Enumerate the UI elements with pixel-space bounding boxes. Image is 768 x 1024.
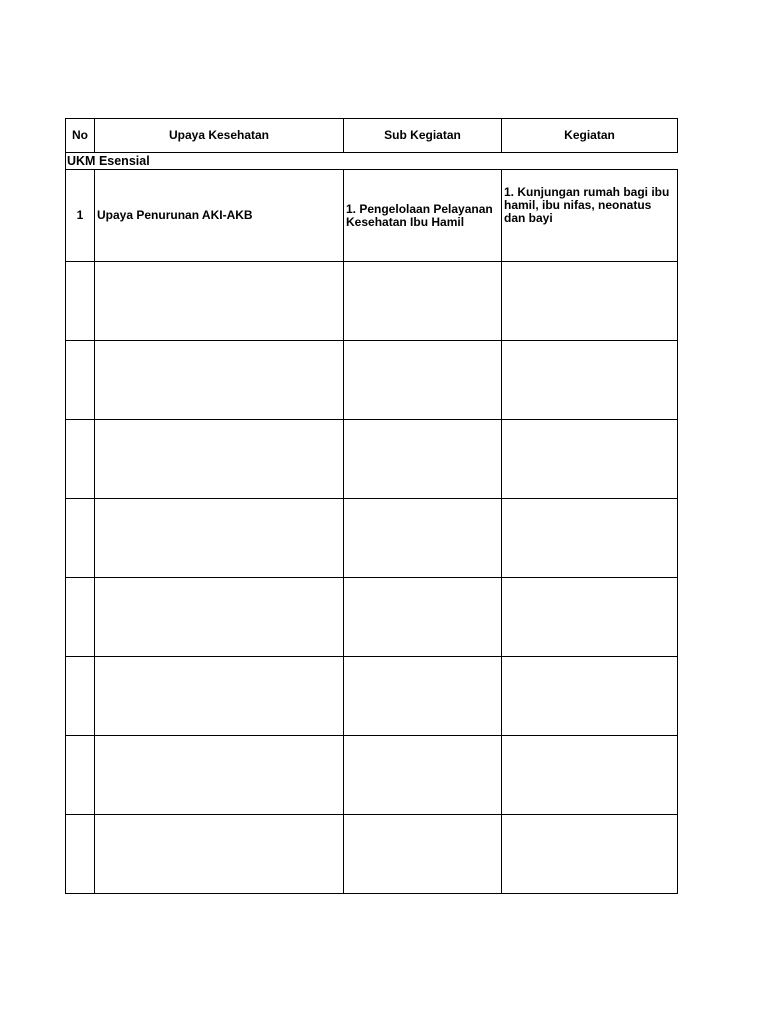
cell-kegiatan[interactable]: 1. Kunjungan rumah bagi ibu hamil, ibu nifas, neonatus dan bayi: [502, 170, 678, 262]
cell-kegiatan[interactable]: [502, 341, 678, 420]
cell-no[interactable]: [66, 420, 95, 499]
cell-upaya-kesehatan[interactable]: [95, 578, 344, 657]
header-upaya-kesehatan[interactable]: Upaya Kesehatan: [95, 119, 344, 153]
cell-upaya-kesehatan[interactable]: [95, 262, 344, 341]
cell-kegiatan[interactable]: [502, 657, 678, 736]
cell-sub-kegiatan[interactable]: [344, 657, 502, 736]
cell-no[interactable]: [66, 657, 95, 736]
table-row: [66, 420, 678, 499]
cell-sub-kegiatan[interactable]: [344, 262, 502, 341]
table-row: [66, 499, 678, 578]
cell-sub-kegiatan[interactable]: [344, 420, 502, 499]
cell-upaya-kesehatan[interactable]: [95, 736, 344, 815]
spreadsheet-sheet: [65, 118, 677, 894]
cell-no[interactable]: [66, 262, 95, 341]
cell-sub-kegiatan[interactable]: [344, 578, 502, 657]
cell-upaya-kesehatan[interactable]: [95, 815, 344, 894]
header-sub-kegiatan[interactable]: Sub Kegiatan: [344, 119, 502, 153]
cell-upaya-kesehatan[interactable]: [95, 341, 344, 420]
table-row: [66, 815, 678, 894]
table-row: [66, 262, 678, 341]
cell-no[interactable]: [66, 736, 95, 815]
cell-no[interactable]: [66, 341, 95, 420]
cell-kegiatan[interactable]: [502, 736, 678, 815]
cell-sub-kegiatan[interactable]: 1. Pengelolaan Pelayanan Kesehatan Ibu Hamil: [344, 170, 502, 262]
cell-no[interactable]: [66, 499, 95, 578]
cell-sub-kegiatan[interactable]: [344, 499, 502, 578]
empty-rows: [66, 262, 678, 894]
table-row: [66, 170, 678, 262]
cell-no[interactable]: 1: [66, 170, 95, 262]
table-row: [66, 578, 678, 657]
cell-upaya-kesehatan[interactable]: [95, 657, 344, 736]
table-row: [66, 657, 678, 736]
cell-kegiatan[interactable]: [502, 815, 678, 894]
cell-kegiatan[interactable]: [502, 262, 678, 341]
cell-kegiatan[interactable]: [502, 499, 678, 578]
cell-kegiatan[interactable]: [502, 578, 678, 657]
cell-upaya-kesehatan[interactable]: [95, 420, 344, 499]
cell-no[interactable]: [66, 815, 95, 894]
section-row: [66, 153, 678, 170]
header-row: [66, 119, 678, 153]
table-row: [66, 341, 678, 420]
cell-sub-kegiatan[interactable]: [344, 341, 502, 420]
cell-sub-kegiatan[interactable]: [344, 815, 502, 894]
cell-no[interactable]: [66, 578, 95, 657]
header-kegiatan[interactable]: Kegiatan: [502, 119, 678, 153]
cell-kegiatan[interactable]: [502, 420, 678, 499]
cell-sub-kegiatan[interactable]: [344, 736, 502, 815]
section-title[interactable]: UKM Esensial: [66, 153, 678, 170]
activity-table: [65, 118, 678, 894]
cell-upaya-kesehatan[interactable]: Upaya Penurunan AKI-AKB: [95, 170, 344, 262]
table-row: [66, 736, 678, 815]
cell-upaya-kesehatan[interactable]: [95, 499, 344, 578]
header-no[interactable]: No: [66, 119, 95, 153]
